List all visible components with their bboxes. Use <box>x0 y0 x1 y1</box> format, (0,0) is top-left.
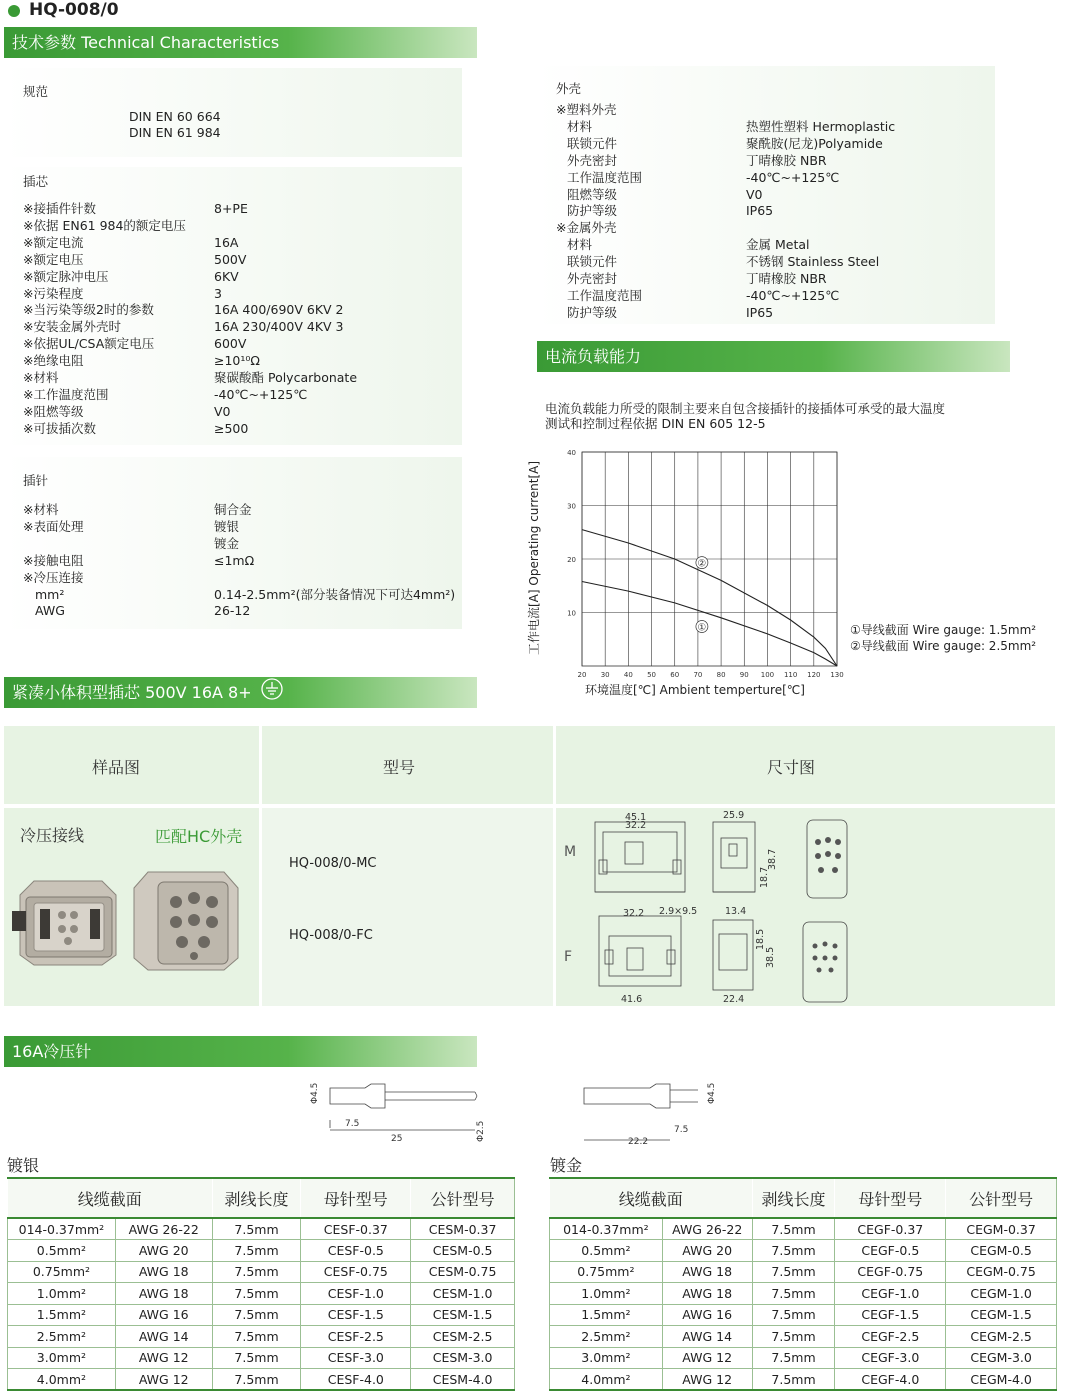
table-cell: 1.0mm² <box>550 1283 663 1305</box>
spec-label: 工作温度范围 <box>567 287 643 303</box>
table-cell: AWG 20 <box>662 1240 752 1262</box>
table-cell: CEGF-1.0 <box>835 1283 946 1305</box>
table-cell: 3.0mm² <box>8 1347 116 1369</box>
th-cable: 线缆截面 <box>550 1178 753 1218</box>
table-row <box>550 1369 1057 1391</box>
dim-d4: 38.7 <box>767 848 778 870</box>
dim-d2: 32.2 <box>625 820 647 831</box>
table-cell: CESM-1.0 <box>411 1283 515 1305</box>
dim-d5: 18.7 <box>759 866 770 888</box>
spec-label: ※阻燃等级 <box>23 403 84 419</box>
table-cell: CEGF-2.5 <box>835 1326 946 1348</box>
spec-label: 防护等级 <box>567 203 618 219</box>
spec-value: 不锈钢 Stainless Steel <box>746 254 880 270</box>
spec-value: -40℃~+125℃ <box>746 287 840 303</box>
spec-value: 500V <box>214 251 247 267</box>
pin-dim-f: 7.5 <box>674 1125 689 1135</box>
pin-panel <box>4 457 462 629</box>
table-row <box>550 1218 1057 1240</box>
table-cell: 7.5mm <box>752 1304 835 1326</box>
th-female: 母针型号 <box>301 1178 411 1218</box>
x-tick-label: 90 <box>739 671 749 679</box>
table-cell: CEGF-3.0 <box>835 1347 946 1369</box>
pin-dim-g: 22.2 <box>628 1137 649 1147</box>
header-dim-label: 尺寸图 <box>767 758 816 777</box>
table-cell: 2.5mm² <box>8 1326 116 1348</box>
th-cable: 线缆截面 <box>8 1178 213 1218</box>
spec-value: 16A <box>214 234 239 250</box>
table-cell: CEGM-3.0 <box>946 1347 1057 1369</box>
dim-d6: 32.2 <box>623 908 645 919</box>
dim-d12: 22.4 <box>723 994 745 1005</box>
legend-entry-2: ②导线截面 Wire gauge: 2.5mm² <box>850 639 1037 653</box>
x-tick-label: 110 <box>783 671 798 679</box>
table-cell: CEGM-0.37 <box>946 1218 1057 1240</box>
table-cell: 1.0mm² <box>8 1283 116 1305</box>
product-image-female <box>128 866 244 976</box>
table-cell: CESM-0.75 <box>411 1261 515 1283</box>
gold-title: 镀金 <box>550 1156 583 1175</box>
pin-dim-c: 25 <box>391 1134 403 1144</box>
pin-dim-a: Φ4.5 <box>310 1082 320 1104</box>
series-marker-label: ① <box>697 622 707 634</box>
y-axis-label: 工作电流[A] Operating current[A] <box>527 460 541 655</box>
spec-label: 防护等级 <box>567 304 618 320</box>
table-row <box>550 1261 1057 1283</box>
table-cell: 7.5mm <box>212 1326 301 1348</box>
spec-label: ※接插件针数 <box>23 201 96 216</box>
spec-label: ※依据 EN61 984的额定电压 <box>23 217 186 233</box>
housing-title: 外壳 <box>556 81 582 96</box>
f-label: F <box>564 949 573 965</box>
table-cell: 1.5mm² <box>8 1304 116 1326</box>
dim-d10: 38.5 <box>765 946 776 968</box>
spec-value: 聚酰胺(尼龙)Polyamide <box>746 135 883 151</box>
table-row <box>550 1326 1057 1348</box>
table-cell: CESM-4.0 <box>411 1369 515 1391</box>
x-tick-label: 80 <box>716 671 726 679</box>
model-fc: HQ-008/0-FC <box>289 928 373 943</box>
table-cell: 014-0.37mm² <box>550 1218 663 1240</box>
header-sample-label: 样品图 <box>92 758 141 777</box>
table-cell: AWG 12 <box>115 1369 212 1391</box>
table-row <box>550 1283 1057 1305</box>
spec-value: 600V <box>214 336 247 352</box>
table-cell: AWG 20 <box>115 1240 212 1262</box>
table-cell: CESM-0.37 <box>411 1218 515 1240</box>
table-cell: 3.0mm² <box>550 1347 663 1369</box>
th-strip: 剥线长度 <box>212 1178 301 1218</box>
header-model-label: 型号 <box>383 758 416 777</box>
table-cell: 0.75mm² <box>550 1261 663 1283</box>
current-desc-2: 测试和控制过程依据 DIN EN 605 12-5 <box>545 416 766 431</box>
x-axis-label: 环境温度[℃] Ambient temperture[℃] <box>585 683 805 697</box>
th-male: 公针型号 <box>411 1178 515 1218</box>
pin-banner: 16A冷压针 <box>4 1036 477 1067</box>
spec-line: DIN EN 60 664 <box>129 109 221 124</box>
dimension-drawing <box>585 808 875 1006</box>
table-cell: CEGM-1.0 <box>946 1283 1057 1305</box>
pin-dim-e: Φ4.5 <box>707 1082 717 1104</box>
model-mc: HQ-008/0-MC <box>289 856 377 871</box>
y-tick-label: 30 <box>567 502 576 511</box>
x-tick-label: 70 <box>693 671 703 679</box>
spec-value: V0 <box>746 186 763 202</box>
spec-value: IP65 <box>746 203 774 219</box>
table-cell: AWG 18 <box>662 1261 752 1283</box>
table-row <box>8 1369 515 1391</box>
pin-dim-b: 7.5 <box>345 1119 360 1129</box>
spec-value: 0.14-2.5mm²(部分装备情况下可达4mm²) <box>214 586 456 602</box>
spec-value: 6KV <box>214 268 239 284</box>
spec-label: 材料 <box>567 237 593 253</box>
spec-label: 外壳密封 <box>567 271 618 286</box>
spec-value: 26-12 <box>214 603 251 619</box>
th-female: 母针型号 <box>835 1178 946 1218</box>
table-cell: CESF-0.37 <box>301 1218 411 1240</box>
silver-title: 镀银 <box>7 1156 40 1175</box>
spec-label: 阻燃等级 <box>567 186 618 202</box>
table-cell: 0.5mm² <box>8 1240 116 1262</box>
spec-value: 铜合金 <box>214 502 252 517</box>
table-cell: 1.5mm² <box>550 1304 663 1326</box>
table-cell: CESF-0.75 <box>301 1261 411 1283</box>
table-cell: 014-0.37mm² <box>8 1218 116 1240</box>
table-cell: CESF-1.5 <box>301 1304 411 1326</box>
spec-label: ※可拔插次数 <box>23 420 96 436</box>
spec-label: ※塑料外壳 <box>556 102 617 117</box>
y-tick-label: 10 <box>567 609 576 618</box>
table-cell: 7.5mm <box>752 1261 835 1283</box>
table-row <box>8 1240 515 1262</box>
dim-d7: 2.9×9.5 <box>659 906 698 917</box>
insert-title: 插芯 <box>23 174 49 189</box>
dim-d1: 45.1 <box>625 812 647 823</box>
spec-label: ※材料 <box>23 502 59 517</box>
x-tick-label: 20 <box>577 671 587 679</box>
spec-label: 材料 <box>567 118 593 134</box>
spec-label: 联锁元件 <box>567 254 618 270</box>
table-cell: CEGF-0.75 <box>835 1261 946 1283</box>
header-dot <box>8 5 20 17</box>
spec-value: 热塑性塑料 Hermoplastic <box>746 118 896 134</box>
spec-panel <box>4 68 462 157</box>
spec-value: ≥500 <box>214 420 249 436</box>
pin-dim-d: Φ2.5 <box>476 1120 486 1142</box>
table-cell: AWG 26-22 <box>115 1218 212 1240</box>
table-cell: CESF-0.5 <box>301 1240 411 1262</box>
table-cell: 0.75mm² <box>8 1261 116 1283</box>
spec-value: -40℃~+125℃ <box>746 169 840 185</box>
spec-label: ※污染程度 <box>23 285 84 301</box>
x-tick-label: 40 <box>623 671 633 679</box>
spec-value: V0 <box>214 403 231 419</box>
spec-value: 聚碳酸酯 Polycarbonate <box>214 370 358 385</box>
spec-label: ※接触电阻 <box>23 552 84 568</box>
table-row <box>8 1304 515 1326</box>
table-row <box>550 1347 1057 1369</box>
product-image-male <box>12 875 124 970</box>
table-cell: CEGF-0.5 <box>835 1240 946 1262</box>
legend-entry-1: ①导线截面 Wire gauge: 1.5mm² <box>850 623 1037 637</box>
spec-label: ※冷压连接 <box>23 569 84 585</box>
spec-label: ※额定脉冲电压 <box>23 268 109 284</box>
table-cell: CEGM-4.0 <box>946 1369 1057 1391</box>
silver-table <box>7 1177 515 1391</box>
spec-value: 丁晴橡胶 NBR <box>746 271 827 286</box>
table-cell: 4.0mm² <box>550 1369 663 1391</box>
table-cell: 7.5mm <box>212 1240 301 1262</box>
spec-value: 金属 Metal <box>746 237 810 253</box>
ground-icon <box>261 678 283 710</box>
table-cell: 7.5mm <box>212 1304 301 1326</box>
table-cell: 4.0mm² <box>8 1369 116 1391</box>
x-tick-label: 30 <box>600 671 610 679</box>
table-row <box>8 1347 515 1369</box>
spec-value: 8+PE <box>214 201 248 216</box>
table-cell: 7.5mm <box>752 1326 835 1348</box>
spec-value: ≤1mΩ <box>214 552 255 568</box>
table-cell: AWG 14 <box>115 1326 212 1348</box>
table-cell: 7.5mm <box>752 1283 835 1305</box>
pin-drawing-female <box>305 1070 495 1148</box>
table-cell: CESM-2.5 <box>411 1326 515 1348</box>
y-tick-label: 20 <box>567 556 576 564</box>
current-desc-1: 电流负载能力所受的限制主要来自包含接插针的接插体可承受的最大温度 <box>545 401 946 416</box>
spec-value: IP65 <box>746 304 774 320</box>
spec-value: 16A 400/690V 6KV 2 <box>214 302 344 318</box>
table-row <box>8 1326 515 1348</box>
spec-label: ※表面处理 <box>23 518 84 534</box>
table-cell: CEGF-0.37 <box>835 1218 946 1240</box>
table-cell: CEGF-1.5 <box>835 1304 946 1326</box>
table-cell: AWG 18 <box>115 1261 212 1283</box>
table-cell: CESM-3.0 <box>411 1347 515 1369</box>
spec-label: ※工作温度范围 <box>23 386 109 402</box>
spec-value: 镀金 <box>214 535 240 551</box>
table-cell: 7.5mm <box>212 1283 301 1305</box>
table-cell: 7.5mm <box>212 1369 301 1391</box>
compact-banner-text: 紧凑小体积型插芯 500V 16A 8+ <box>12 683 252 702</box>
page-title: HQ-008/0 <box>29 0 119 20</box>
table-cell: CEGM-2.5 <box>946 1326 1057 1348</box>
table-cell: AWG 18 <box>662 1283 752 1305</box>
dim-d11: 41.6 <box>621 994 643 1005</box>
table-row <box>8 1283 515 1305</box>
table-cell: CEGF-4.0 <box>835 1369 946 1391</box>
x-tick-label: 60 <box>670 671 680 679</box>
table-cell: CESM-0.5 <box>411 1240 515 1262</box>
x-tick-label: 130 <box>830 671 844 679</box>
current-chart <box>520 440 855 705</box>
table-cell: CEGM-0.75 <box>946 1261 1057 1283</box>
spec-value: 3 <box>214 285 222 301</box>
pin-drawing-male <box>570 1070 730 1148</box>
insert-panel <box>4 167 462 445</box>
table-row <box>550 1240 1057 1262</box>
spec-label: ※金属外壳 <box>556 220 617 236</box>
table-cell: 7.5mm <box>212 1347 301 1369</box>
spec-label: ※绝缘电阻 <box>23 353 84 369</box>
dim-d8: 13.4 <box>725 906 747 917</box>
spec-title: 规范 <box>23 84 49 99</box>
table-cell: 0.5mm² <box>550 1240 663 1262</box>
spec-label: ※安装金属外壳时 <box>23 319 121 335</box>
table-cell: CESF-1.0 <box>301 1283 411 1305</box>
th-male: 公针型号 <box>946 1178 1057 1218</box>
sample-right-label: 匹配HC外壳 <box>155 827 243 846</box>
compact-banner <box>4 677 477 708</box>
tech-banner: 技术参数 Technical Characteristics <box>4 27 477 58</box>
spec-label: ※当污染等级2时的参数 <box>23 302 154 318</box>
spec-line: DIN EN 61 984 <box>129 125 221 140</box>
table-cell: AWG 16 <box>115 1304 212 1326</box>
table-cell: 2.5mm² <box>550 1326 663 1348</box>
spec-label: AWG <box>35 603 65 619</box>
series-marker-label: ② <box>697 558 707 570</box>
spec-label: 外壳密封 <box>567 152 618 168</box>
table-cell: 7.5mm <box>752 1347 835 1369</box>
spec-label: 联锁元件 <box>567 135 618 151</box>
gold-table <box>549 1177 1057 1391</box>
dim-d9: 18.5 <box>755 928 766 950</box>
spec-value: ≥10¹⁰Ω <box>214 353 260 369</box>
table-cell: 7.5mm <box>752 1369 835 1391</box>
th-strip: 剥线长度 <box>752 1178 835 1218</box>
table-cell: AWG 16 <box>662 1304 752 1326</box>
spec-value: 镀银 <box>214 518 240 534</box>
m-label: M <box>564 844 577 860</box>
spec-label: ※额定电流 <box>23 234 84 250</box>
table-cell: CESM-1.5 <box>411 1304 515 1326</box>
table-row <box>8 1218 515 1240</box>
spec-label: ※依据UL/CSA额定电压 <box>23 336 155 352</box>
table-cell: CEGM-0.5 <box>946 1240 1057 1262</box>
grid-cell-model <box>262 808 553 1006</box>
table-cell: 7.5mm <box>212 1261 301 1283</box>
table-cell: 7.5mm <box>752 1240 835 1262</box>
table-row <box>550 1304 1057 1326</box>
table-row <box>8 1261 515 1283</box>
table-cell: AWG 14 <box>662 1326 752 1348</box>
table-cell: AWG 26-22 <box>662 1218 752 1240</box>
table-cell: CEGM-1.5 <box>946 1304 1057 1326</box>
table-cell: AWG 12 <box>662 1347 752 1369</box>
housing-panel <box>537 66 995 324</box>
current-banner: 电流负载能力 <box>537 341 1010 372</box>
dim-d3: 25.9 <box>723 810 745 821</box>
pin-title: 插针 <box>23 473 49 488</box>
table-cell: 7.5mm <box>752 1218 835 1240</box>
table-cell: CESF-4.0 <box>301 1369 411 1391</box>
spec-label: ※额定电压 <box>23 251 84 267</box>
table-cell: 7.5mm <box>212 1218 301 1240</box>
spec-label: mm² <box>35 586 65 602</box>
spec-value: 丁晴橡胶 NBR <box>746 152 827 168</box>
table-cell: CESF-3.0 <box>301 1347 411 1369</box>
spec-label: ※材料 <box>23 370 59 385</box>
table-cell: CESF-2.5 <box>301 1326 411 1348</box>
table-cell: AWG 12 <box>115 1347 212 1369</box>
x-tick-label: 50 <box>647 671 657 679</box>
y-tick-label: 40 <box>567 449 576 457</box>
sample-left-label: 冷压接线 <box>20 826 85 845</box>
spec-label: 工作温度范围 <box>567 169 643 185</box>
spec-value: -40℃~+125℃ <box>214 386 308 402</box>
x-tick-label: 120 <box>807 671 821 679</box>
spec-value: 16A 230/400V 4KV 3 <box>214 319 344 335</box>
table-cell: AWG 12 <box>662 1369 752 1391</box>
table-cell: AWG 18 <box>115 1283 212 1305</box>
x-tick-label: 100 <box>760 671 775 679</box>
